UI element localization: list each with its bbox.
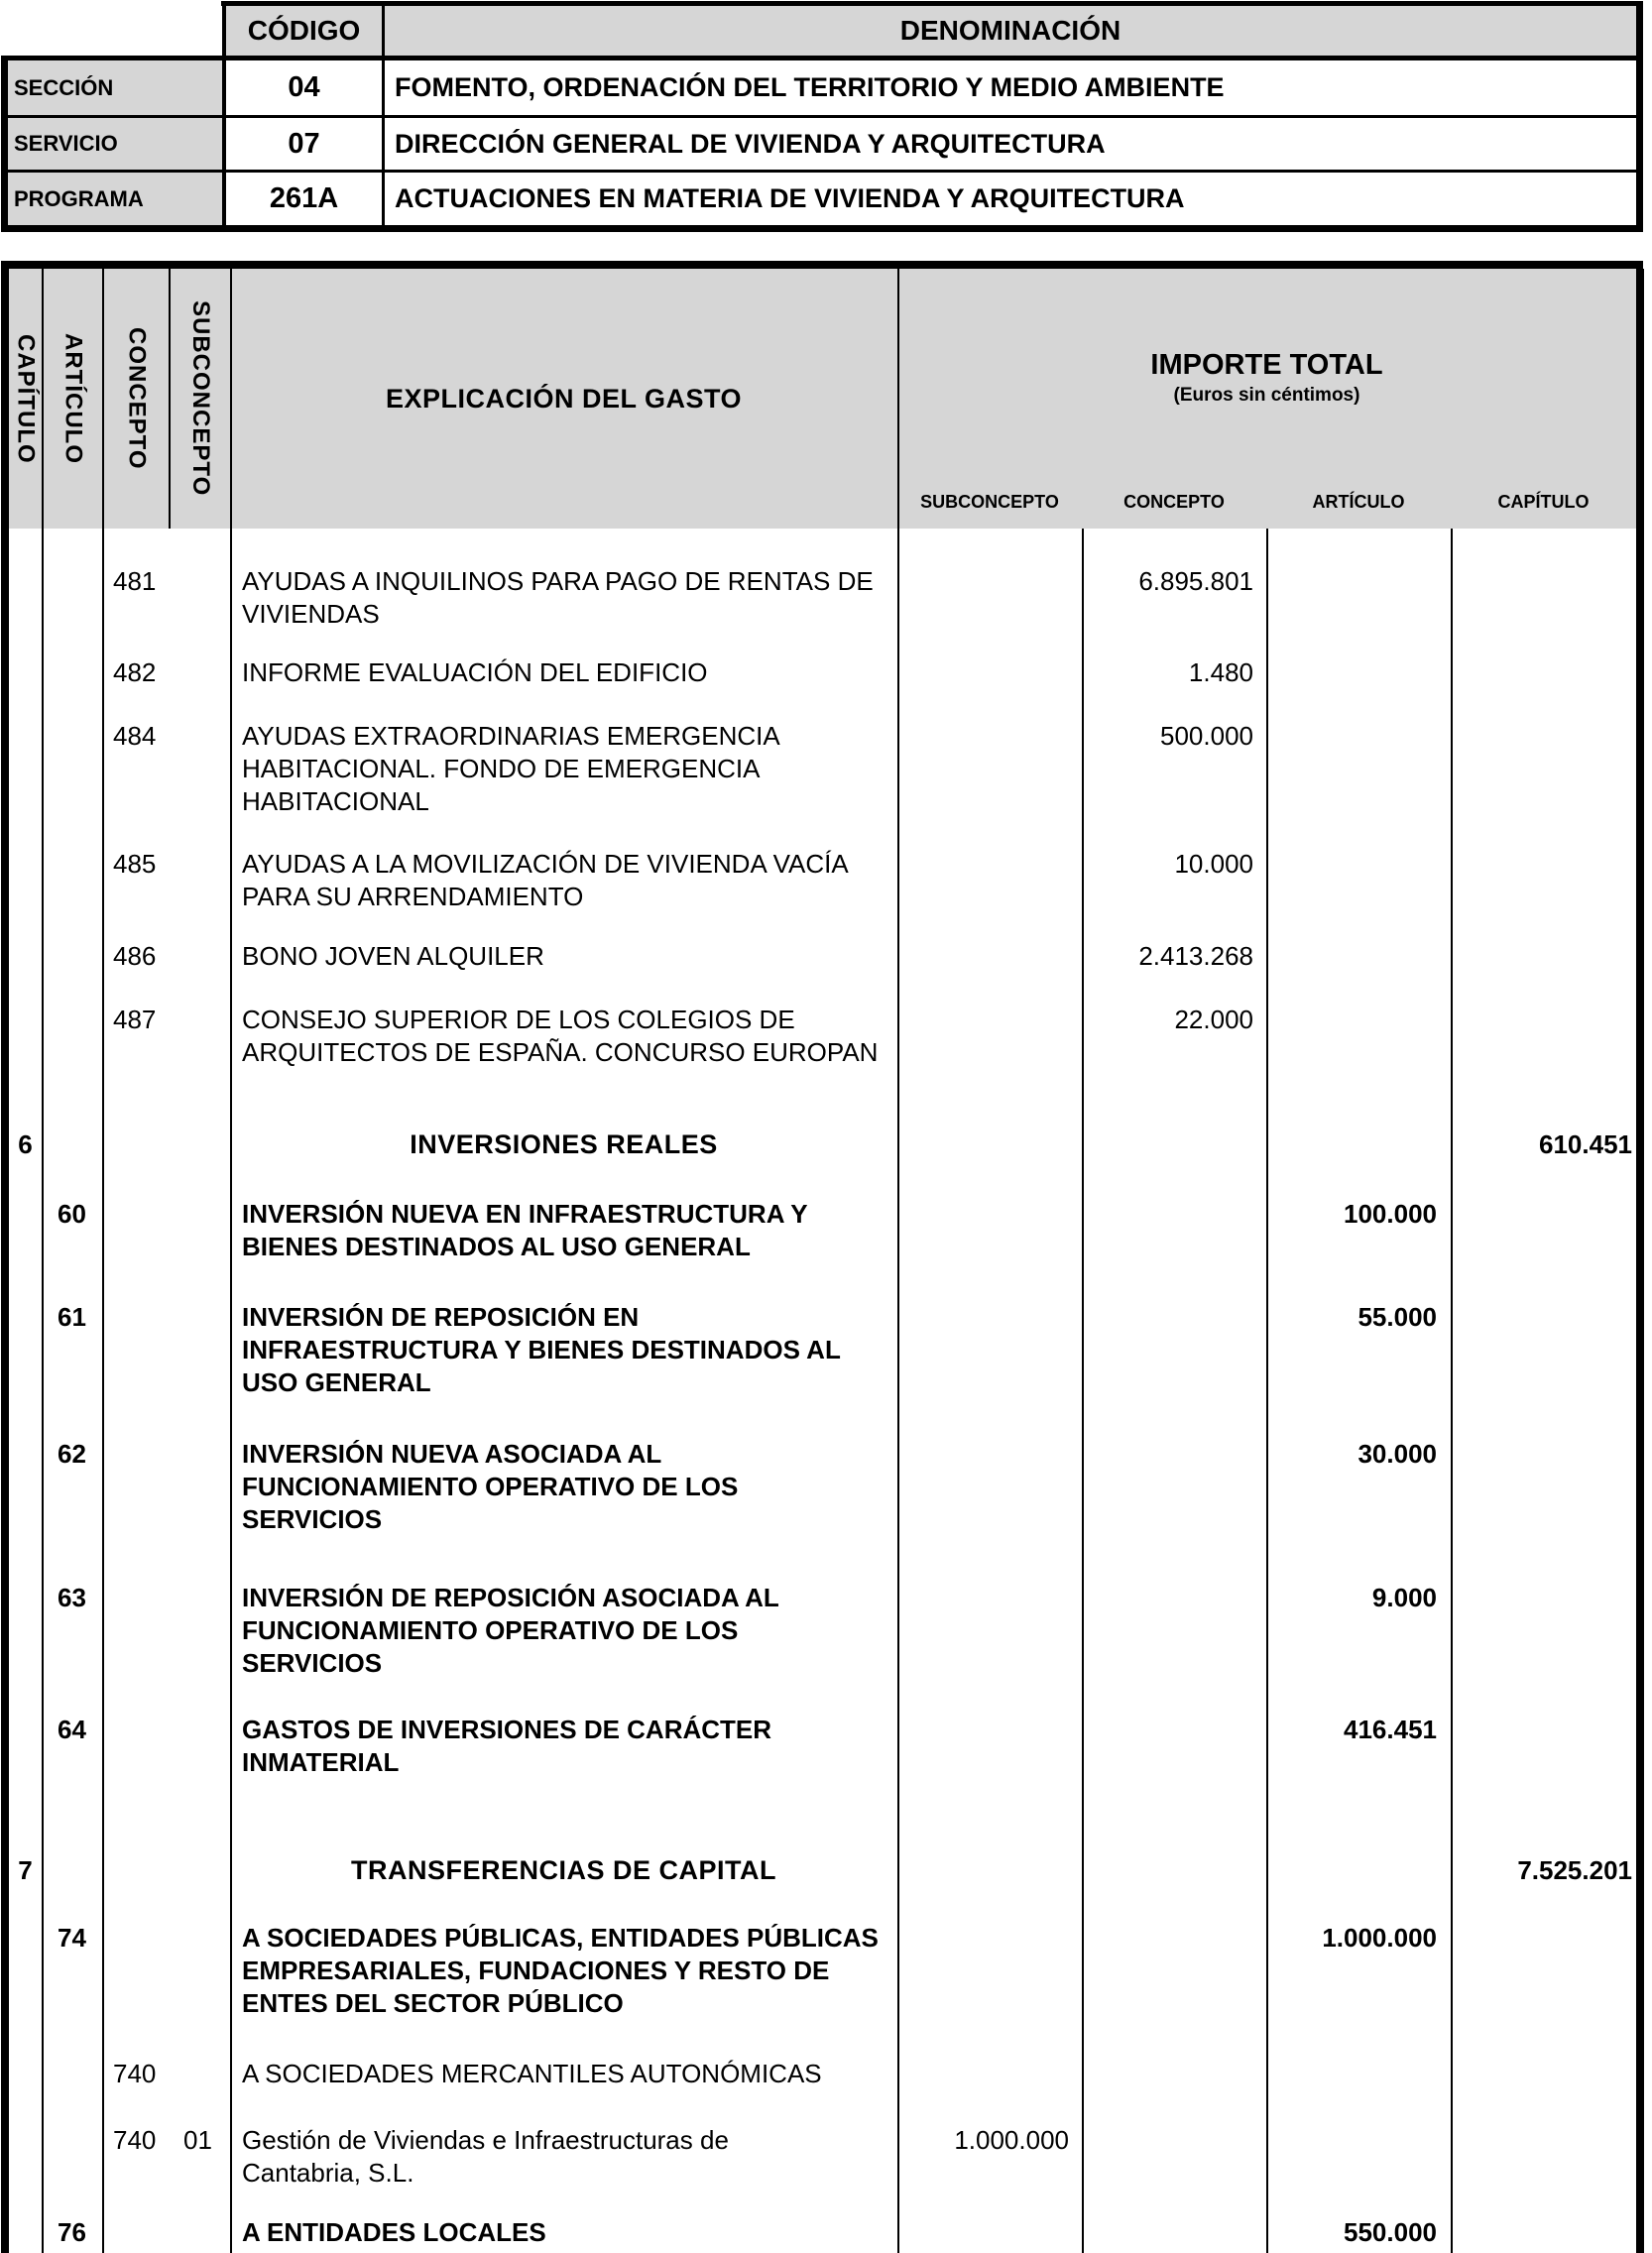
explicacion-line: A ENTIDADES LOCALES [242, 2217, 546, 2247]
amount-articulo-cell: 100.000 [1344, 1199, 1437, 1229]
explicacion-line: SERVICIOS [242, 1648, 383, 1678]
articulo-code-cell: 60 [58, 1199, 86, 1229]
amount-capitulo-cell: 610.451 [1539, 1129, 1632, 1159]
explicacion-text-cell [242, 1004, 891, 1069]
explicacion-line: CONSEJO SUPERIOR DE LOS COLEGIOS DE [242, 1005, 795, 1034]
programa-code: 261A [269, 182, 339, 214]
explicacion-line: EMPRESARIALES, FUNDACIONES Y RESTO DE [242, 1956, 830, 1985]
explicacion-line: ENTES DEL SECTOR PÚBLICO [242, 1988, 624, 2018]
amount-articulo-cell: 30.000 [1357, 1439, 1437, 1469]
programa-label: PROGRAMA [14, 185, 144, 211]
t2-body-sep-6 [1266, 529, 1268, 2253]
amount-header-subconcepto: SUBCONCEPTO [920, 492, 1059, 512]
chapter-title-text: INVERSIONES REALES [410, 1129, 718, 1159]
explicacion-line: INVERSIÓN DE REPOSICIÓN ASOCIADA AL [242, 1583, 779, 1612]
explicacion-text-cell [242, 656, 891, 689]
amount-concepto-cell: 500.000 [1160, 721, 1253, 751]
explicacion-text-cell [242, 2058, 891, 2090]
concepto-code-cell: 481 [113, 566, 157, 596]
importe-total-header: IMPORTE TOTAL [1150, 349, 1383, 381]
t2-body-sep-1 [42, 529, 44, 2253]
explicacion-line: INVERSIÓN DE REPOSICIÓN EN [242, 1302, 640, 1332]
explicacion-line: INMATERIAL [242, 1747, 400, 1777]
concepto-code-cell: 487 [113, 1005, 157, 1034]
explicacion-text-cell [242, 848, 891, 913]
amount-capitulo-cell: 7.525.201 [1517, 1855, 1632, 1885]
amount-articulo-cell: 55.000 [1357, 1302, 1437, 1332]
articulo-column-header: ARTÍCULO [59, 333, 87, 464]
amount-articulo-cell: 550.000 [1344, 2217, 1437, 2247]
amount-concepto-cell: 10.000 [1174, 849, 1253, 879]
t2-body-sep-4 [897, 529, 899, 2253]
explicacion-line: FUNCIONAMIENTO OPERATIVO DE LOS [242, 1472, 739, 1501]
importe-total-subtitle: (Euros sin céntimos) [1173, 385, 1360, 406]
concepto-code-cell: 486 [113, 941, 157, 971]
concepto-code-cell: 740 [113, 2059, 157, 2088]
explicacion-text-cell [242, 1714, 891, 1779]
concepto-column-header: CONCEPTO [123, 327, 151, 470]
amount-concepto-cell: 22.000 [1174, 1005, 1253, 1034]
seccion-name: FOMENTO, ORDENACIÓN DEL TERRITORIO Y MEDIO AMBIENTE [395, 72, 1225, 102]
subconcepto-column-header: SUBCONCEPTO [187, 300, 214, 497]
articulo-code-cell: 62 [58, 1439, 86, 1469]
concepto-code-cell: 484 [113, 721, 157, 751]
t2-body-sep-7 [1451, 529, 1453, 2253]
t1-border-left [1, 56, 8, 232]
explicacion-line: BONO JOVEN ALQUILER [242, 941, 544, 971]
explicacion-line: INFORME EVALUACIÓN DEL EDIFICIO [242, 657, 708, 687]
explicacion-text-cell [242, 2216, 891, 2249]
explicacion-text-cell [242, 1922, 891, 2020]
programa-name: ACTUACIONES EN MATERIA DE VIVIENDA Y ARQUITECTURA [395, 183, 1185, 213]
t2-border-right [1636, 269, 1644, 2253]
concepto-code-cell: 485 [113, 849, 157, 879]
amount-subconcepto-cell: 1.000.000 [954, 2125, 1069, 2155]
explicacion-text-cell [242, 940, 891, 973]
explicacion-line: FUNCIONAMIENTO OPERATIVO DE LOS [242, 1615, 739, 1645]
explicacion-line: Cantabria, S.L. [242, 2158, 414, 2188]
seccion-label: SECCIÓN [14, 74, 114, 100]
t1-border-bottom [1, 225, 1643, 232]
amount-header-capitulo: CAPÍTULO [1497, 492, 1590, 512]
chapter-title-text: TRANSFERENCIAS DE CAPITAL [350, 1855, 776, 1885]
explicacion-line: BIENES DESTINADOS AL USO GENERAL [242, 1232, 751, 1261]
chapter-title-cell [230, 1128, 897, 1161]
t2-border-top [1, 261, 1643, 269]
explicacion-line: ARQUITECTOS DE ESPAÑA. CONCURSO EUROPAN [242, 1037, 879, 1067]
explicacion-line: A SOCIEDADES PÚBLICAS, ENTIDADES PÚBLICAS [242, 1923, 879, 1953]
capitulo-code-cell: 6 [18, 1129, 33, 1159]
servicio-name: DIRECCIÓN GENERAL DE VIVIENDA Y ARQUITECTURA [395, 128, 1106, 159]
denominacion-column-header: DENOMINACIÓN [899, 15, 1121, 46]
amount-articulo-cell: 9.000 [1371, 1583, 1437, 1612]
explicacion-line: HABITACIONAL [242, 786, 429, 816]
codigo-column-header: CÓDIGO [247, 15, 361, 46]
amount-concepto-cell: 2.413.268 [1138, 941, 1253, 971]
explicacion-line: INFRAESTRUCTURA Y BIENES DESTINADOS AL [242, 1335, 841, 1364]
explicacion-line: PARA SU ARRENDAMIENTO [242, 882, 584, 911]
subconcepto-code-cell: 01 [183, 2125, 212, 2155]
servicio-code: 07 [288, 127, 320, 160]
amount-concepto-cell: 1.480 [1188, 657, 1253, 687]
chapter-title-cell [230, 1854, 897, 1887]
explicacion-line: AYUDAS A INQUILINOS PARA PAGO DE RENTAS DE [242, 566, 874, 596]
explicacion-text-cell [242, 1438, 891, 1536]
explicacion-text-cell [242, 720, 891, 818]
explicacion-line: INVERSIÓN NUEVA EN INFRAESTRUCTURA Y [242, 1199, 808, 1229]
articulo-code-cell: 61 [58, 1302, 86, 1332]
articulo-code-cell: 76 [58, 2217, 86, 2247]
concepto-code-cell: 740 [113, 2125, 157, 2155]
articulo-code-cell: 64 [58, 1715, 86, 1744]
explicacion-text-cell [242, 565, 891, 631]
explicacion-line: SERVICIOS [242, 1504, 383, 1534]
explicacion-text-cell [242, 1582, 891, 1680]
seccion-code: 04 [288, 71, 320, 103]
t2-body-sep-3 [230, 529, 232, 2253]
amount-articulo-cell: 416.451 [1344, 1715, 1437, 1744]
capitulo-column-header: CAPÍTULO [12, 333, 40, 464]
articulo-code-cell: 63 [58, 1583, 86, 1612]
explicacion-line: USO GENERAL [242, 1367, 431, 1397]
concepto-code-cell: 482 [113, 657, 157, 687]
explicacion-line: AYUDAS EXTRAORDINARIAS EMERGENCIA [242, 721, 780, 751]
amount-articulo-cell: 1.000.000 [1322, 1923, 1437, 1953]
amount-header-concepto: CONCEPTO [1123, 492, 1225, 512]
explicacion-line: VIVIENDAS [242, 599, 380, 629]
explicacion-line: GASTOS DE INVERSIONES DE CARÁCTER [242, 1715, 772, 1744]
explicacion-text-cell [242, 1301, 891, 1399]
t2-border-left [1, 269, 9, 2253]
t2-body-sep-5 [1082, 529, 1084, 2253]
explicacion-column-header: EXPLICACIÓN DEL GASTO [385, 383, 743, 414]
explicacion-line: INVERSIÓN NUEVA ASOCIADA AL [242, 1439, 662, 1469]
articulo-code-cell: 74 [58, 1923, 86, 1953]
amount-header-articulo: ARTÍCULO [1312, 492, 1405, 512]
explicacion-line: Gestión de Viviendas e Infraestructuras de [242, 2125, 729, 2155]
capitulo-code-cell: 7 [18, 1855, 33, 1885]
explicacion-line: AYUDAS A LA MOVILIZACIÓN DE VIVIENDA VACÍA [242, 849, 849, 879]
explicacion-text-cell [242, 2124, 891, 2190]
servicio-label: SERVICIO [14, 131, 118, 156]
amount-concepto-cell: 6.895.801 [1138, 566, 1253, 596]
explicacion-text-cell [242, 1198, 891, 1263]
t2-body-sep-2 [102, 529, 104, 2253]
explicacion-line: HABITACIONAL. FONDO DE EMERGENCIA [242, 754, 761, 783]
explicacion-line: A SOCIEDADES MERCANTILES AUTONÓMICAS [242, 2059, 822, 2088]
